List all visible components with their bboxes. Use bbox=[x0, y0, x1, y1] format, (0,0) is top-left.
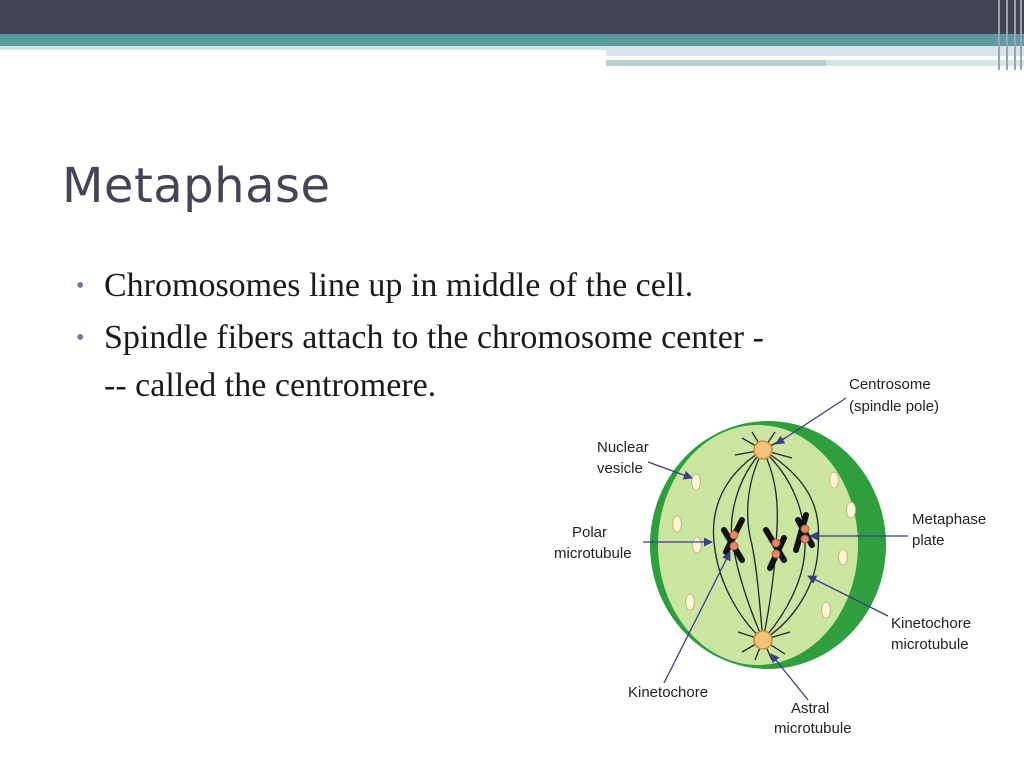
label-polar-microtubule: Polar bbox=[572, 524, 608, 541]
label-metaphase-plate-sub: plate bbox=[912, 532, 945, 549]
label-kinetochore: Kinetochore bbox=[628, 684, 709, 701]
bullet-text: Spindle fibers attach to the chromosome center - -- called the centromere. bbox=[104, 319, 764, 404]
header-edge-lines bbox=[994, 0, 1024, 70]
label-centrosome: Centrosome bbox=[849, 376, 931, 393]
bullet-item bbox=[72, 262, 972, 310]
label-astral-microtubule: Astral bbox=[791, 700, 830, 717]
header-dark-band bbox=[0, 0, 1024, 34]
label-kinetochore-microtubule-sub: microtubule bbox=[891, 636, 969, 653]
label-nuclear-vesicle-sub: vesicle bbox=[597, 460, 643, 477]
bullet-dot-icon: • bbox=[76, 273, 85, 299]
slide-title: Metaphase bbox=[62, 158, 331, 214]
metaphase-diagram bbox=[540, 370, 1020, 765]
header-light-strip bbox=[606, 46, 1024, 56]
label-metaphase-plate: Metaphase bbox=[912, 511, 987, 528]
centrosome-top bbox=[754, 441, 772, 459]
header-light-strip bbox=[606, 60, 826, 66]
bullet-dot-icon: • bbox=[76, 325, 85, 351]
bullet-text: Chromosomes line up in middle of the cell. bbox=[104, 267, 694, 304]
label-centrosome-sub: (spindle pole) bbox=[849, 398, 940, 415]
label-nuclear-vesicle: Nuclear bbox=[597, 439, 649, 456]
label-kinetochore-microtubule: Kinetochore bbox=[891, 615, 972, 632]
label-astral-microtubule-sub: microtubule bbox=[774, 720, 852, 737]
header-light-strip bbox=[0, 46, 606, 50]
centrosome-bottom bbox=[754, 631, 772, 649]
header-teal-band bbox=[0, 34, 1024, 46]
label-polar-microtubule-sub: microtubule bbox=[554, 545, 632, 562]
